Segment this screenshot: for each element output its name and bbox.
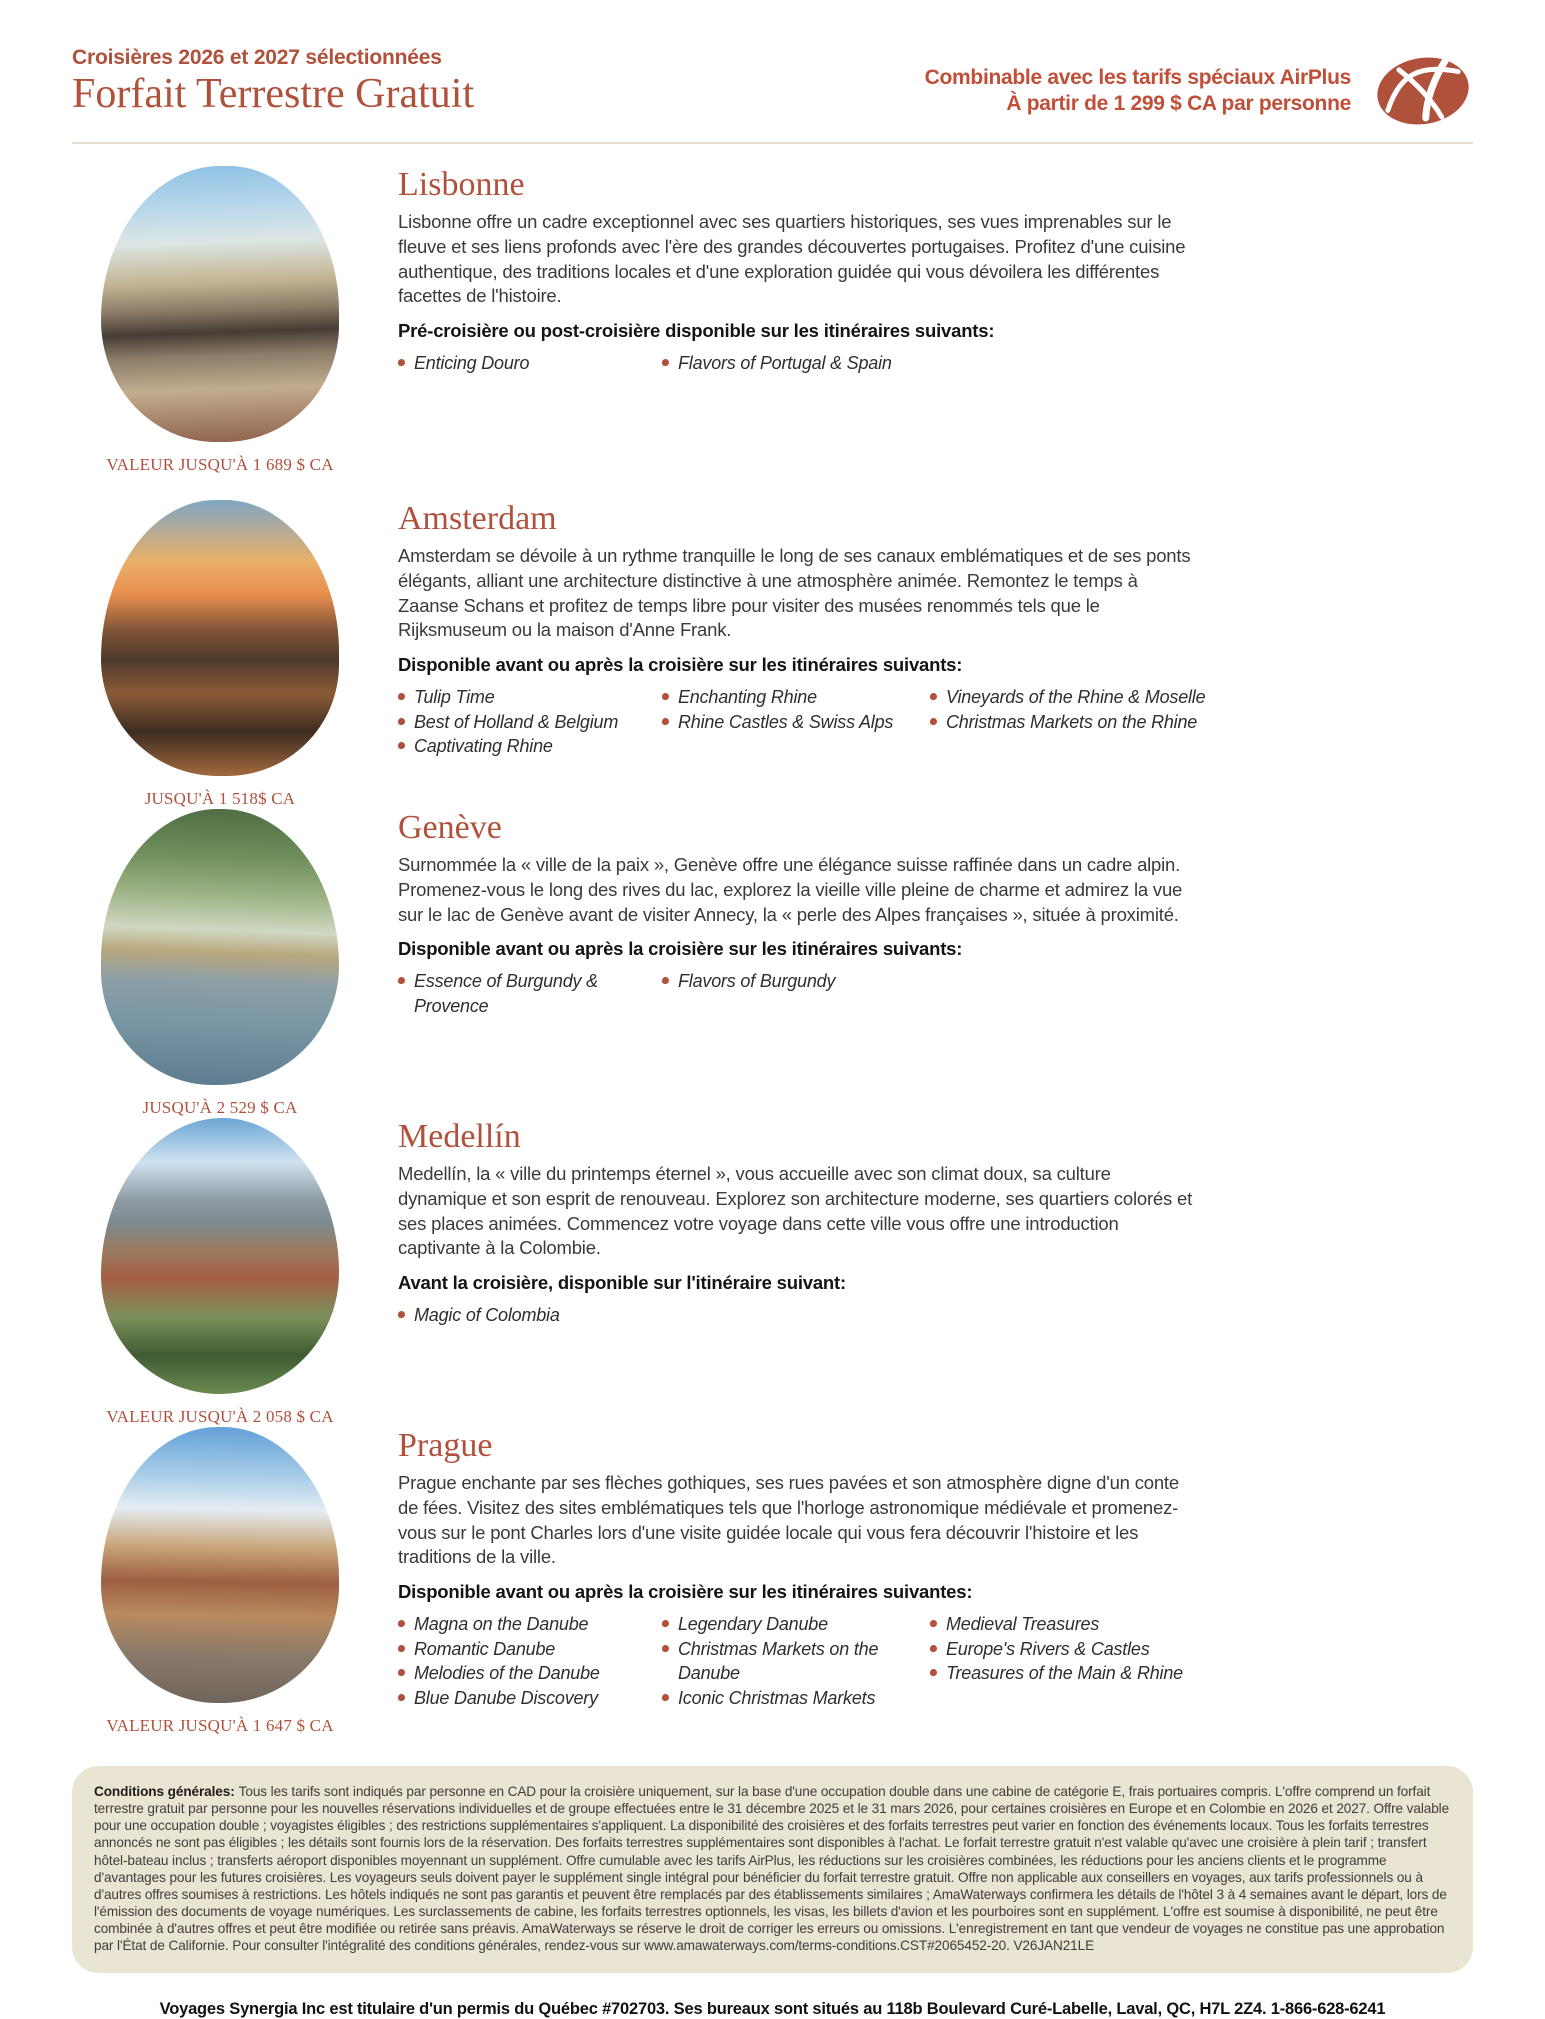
prague-text-column [368, 1427, 1473, 1736]
promo-text [925, 65, 1351, 118]
bullet-icon [398, 977, 405, 984]
medellin-city-mountains-photo [101, 1118, 339, 1394]
lisbonne-photo-column [72, 166, 368, 500]
itinerary-item: Medieval Treasures [930, 1612, 1458, 1637]
header-divider [72, 142, 1473, 144]
amsterdam-text-column [368, 500, 1473, 809]
itinerary-item: Enchanting Rhine [662, 685, 930, 710]
itinerary-item: Captivating Rhine [398, 734, 662, 759]
amsterdam-photo-column [72, 500, 368, 809]
itinerary-item: Legendary Danube [662, 1612, 930, 1637]
itinerary-item: Flavors of Portugal & Spain [662, 351, 930, 376]
amsterdam-title: Amsterdam [398, 500, 557, 537]
section-amsterdam [72, 500, 1473, 809]
itinerary-item: Iconic Christmas Markets [662, 1686, 930, 1711]
itinerary-item: Treasures of the Main & Rhine [930, 1661, 1458, 1686]
prague-value-caption: VALEUR JUSQU'À 1 647 $ CA [106, 1716, 334, 1735]
itinerary-item: Magna on the Danube [398, 1612, 662, 1637]
bullet-icon [930, 718, 937, 725]
amsterdam-canal-sunset-photo [101, 500, 339, 776]
medellin-itineraries [398, 1303, 1458, 1328]
itinerary-item: Rhine Castles & Swiss Alps [662, 710, 930, 735]
itinerary-item: Tulip Time [398, 685, 662, 710]
itinerary-item: Romantic Danube [398, 1637, 662, 1662]
amsterdam-itineraries [398, 685, 1458, 759]
bullet-icon [662, 1645, 669, 1652]
medellin-paragraph: Medellín, la « ville du printemps éternel », vous accueille avec son climat doux, sa culture dynamique et son esprit de renouveau. Explorez son architecture moderne, ses quartiers colorés et ses places animées. Commencez votre voyage dans cette ville vous offre une introduction captivante à la Colombie. [398, 1163, 1193, 1259]
bullet-icon [398, 359, 405, 366]
section-geneve [72, 809, 1473, 1118]
lisbonne-title: Lisbonne [398, 166, 525, 203]
section-lisbonne [72, 166, 1473, 500]
lisbonne-itineraries [398, 351, 1458, 376]
conditions-label: Conditions générales: [94, 1784, 235, 1799]
itinerary-item: Best of Holland & Belgium [398, 710, 662, 735]
medellin-title: Medellín [398, 1118, 521, 1155]
bullet-icon [662, 1620, 669, 1627]
bullet-icon [398, 742, 405, 749]
bullet-icon [930, 1620, 937, 1627]
itinerary-item: Europe's Rivers & Castles [930, 1637, 1458, 1662]
medellin-photo-column [72, 1118, 368, 1427]
bullet-icon [398, 1620, 405, 1627]
header-kicker: Croisières 2026 et 2027 sélectionnées [72, 46, 442, 69]
page-title: Forfait Terrestre Gratuit [72, 71, 475, 117]
bullet-icon [662, 693, 669, 700]
itinerary-item: Christmas Markets on the Rhine [930, 710, 1458, 735]
prague-photo-column [72, 1427, 368, 1736]
geneve-text-column [368, 809, 1473, 1118]
amsterdam-availability: Disponible avant ou après la croisière sur les itinéraires suivants: [398, 653, 963, 675]
lisbonne-paragraph: Lisbonne offre un cadre exceptionnel avec ses quartiers historiques, ses vues imprenables sur le fleuve et ses liens profonds avec l'ère des grandes découvertes portugaises. Profitez d'une cuisine authentique, des traditions locales et d'une exploration guidée qui vous dévoilera les différentes facettes de l'histoire. [398, 211, 1186, 307]
prague-old-town-photo [101, 1427, 339, 1703]
geneve-chillon-lake-photo [101, 809, 339, 1085]
itinerary-item: Christmas Markets on the Danube [662, 1637, 930, 1687]
conditions-text [94, 1783, 1451, 1954]
geneve-itineraries [398, 969, 1458, 1019]
geneve-title: Genève [398, 809, 502, 846]
bullet-icon [662, 977, 669, 984]
medellin-text-column [368, 1118, 1473, 1427]
section-prague [72, 1427, 1473, 1736]
lisbonne-text-column [368, 166, 1473, 500]
amawaterways-logo-icon [1373, 52, 1473, 130]
prague-paragraph: Prague enchante par ses flèches gothiques, ses rues pavées et son atmosphère digne d'un conte de fées. Visitez des sites emblématiques tels que l'horloge astronomique médiévale et promenez-vous sur le pont Charles lors d'une visite guidée locale qui vous fera découvrir l'histoire et les traditions de la ville. [398, 1472, 1179, 1568]
lisbonne-value-caption: VALEUR JUSQU'À 1 689 $ CA [106, 455, 334, 474]
prague-title: Prague [398, 1427, 493, 1464]
itinerary-item: Melodies of the Danube [398, 1661, 662, 1686]
bullet-icon [662, 359, 669, 366]
prague-availability: Disponible avant ou après la croisière sur les itinéraires suivantes: [398, 1580, 973, 1602]
itinerary-item: Enticing Douro [398, 351, 662, 376]
footer-license-line: Voyages Synergia Inc est titulaire d'un permis du Québec #702703. Ses bureaux sont situés au 118b Boulevard Curé-Labelle, Laval, QC, H7L 2Z4. 1-866-628-6241 [159, 2000, 1386, 2019]
geneve-availability: Disponible avant ou après la croisière sur les itinéraires suivants: [398, 938, 963, 960]
geneve-value-caption: JUSQU'À 2 529 $ CA [142, 1098, 298, 1117]
header-left [72, 46, 474, 116]
amsterdam-value-caption: JUSQU'À 1 518$ CA [144, 789, 296, 808]
conditions-box [72, 1766, 1473, 1973]
header [72, 46, 1473, 130]
bullet-icon [398, 1694, 405, 1701]
section-medellin [72, 1118, 1473, 1427]
lisbonne-availability: Pré-croisière ou post-croisière disponible sur les itinéraires suivants: [398, 319, 995, 341]
header-right [925, 52, 1473, 130]
bullet-icon [930, 1645, 937, 1652]
bullet-icon [398, 1645, 405, 1652]
itinerary-item: Essence of Burgundy & Provence [398, 969, 662, 1019]
amsterdam-paragraph: Amsterdam se dévoile à un rythme tranquille le long de ses canaux emblématiques et de ses ponts élégants, alliant une architecture distinctive à une atmosphère animée. Remontez le temps à Zaanse Schans et profitez de temps libre pour visiter des musées renommés tels que le Rijksmuseum ou la maison d'Anne Frank. [398, 545, 1191, 641]
medellin-availability: Avant la croisière, disponible sur l'itinéraire suivant: [398, 1271, 846, 1293]
conditions-body: Tous les tarifs sont indiqués par personne en CAD pour la croisière uniquement, sur la base d'une occupation double dans une cabine de catégorie E, frais portuaires compris. L'offre comprend un forfait terrestre gratuit par personne pour les nouvelles réservations individuelles et de groupe effectuées entre le 31 décembre 2025 et le 31 mars 2026, pour certaines croisières en Europe et en Colombie en 2026 et 2027. Offre valable pour une occupation double ; voyagistes éligibles ; des restrictions supplémentaires s'appliquent. La disponibilité des croisières et des forfaits terrestres peut varier en fonction des événements locaux. Tous les forfaits terrestres annoncés ne sont pas éligibles ; les détails sont fournis lors de la réservation. Des forfaits terrestres supplémentaires sont disponibles à l'achat. Le forfait terrestre gratuit n'est valable qu'avec une croisière à plein tarif ; transfert hôtel-bateau inclus ; transferts aéroport disponibles moyennant un supplément. Offre cumulable avec les tarifs AirPlus, les réductions sur les croisières combinées, les réductions pour les anciens clients et le programme d'avantages pour les futures croisières. Les voyageurs seuls doivent payer le supplément single intégral pour bénéficier du forfait terrestre gratuit. Offre non applicable aux conseillers en voyages, aux tarifs professionnels ou à d'autres offres soumises à restrictions. Les hôtels indiqués ne sont pas garantis et peuvent être remplacés par des établissements similaires ; AmaWaterways confirmera les détails de l'hôtel 3 à 4 semaines avant le départ, lors de l'émission des documents de voyage numériques. Les surclassements de cabine, les forfaits terrestres optionnels, les visas, les billets d'avion et les pourboires sont en supplément. L'offre est soumise à disponibilité, ne peut être combinée à d'autres offres et peut être modifiée ou retirée sans préavis. AmaWaterways se réserve le droit de corriger les erreurs ou omissions. L'enregistrement en tant que vendeur de voyages ne constitue pas une approbation par l'État de Californie. Pour consulter l'intégralité des conditions générales, rendez-vous sur www.amawaterways.com/terms-conditions.CST#2065452-20. V26JAN21LE [94, 1784, 1450, 1954]
bullet-icon [662, 718, 669, 725]
itinerary-item: Magic of Colombia [398, 1303, 662, 1328]
prague-itineraries [398, 1612, 1458, 1711]
bullet-icon [398, 718, 405, 725]
geneve-photo-column [72, 809, 368, 1118]
bullet-icon [662, 1694, 669, 1701]
bullet-icon [398, 693, 405, 700]
geneve-paragraph: Surnommée la « ville de la paix », Genève offre une élégance suisse raffinée dans un cadre alpin. Promenez-vous le long des rives du lac, explorez la vieille ville pleine de charme et admirez la vue sur le lac de Genève avant de visiter Annecy, la « perle des Alpes françaises », située à proximité. [398, 854, 1183, 925]
promo-line-2: À partir de 1 299 $ CA par personne [1006, 92, 1351, 115]
bullet-icon [930, 1669, 937, 1676]
itinerary-item: Vineyards of the Rhine & Moselle [930, 685, 1458, 710]
lisbonne-belem-tower-photo [101, 166, 339, 442]
promo-line-1: Combinable avec les tarifs spéciaux AirPlus [924, 65, 1351, 89]
itinerary-item: Flavors of Burgundy [662, 969, 930, 994]
medellin-value-caption: VALEUR JUSQU'À 2 058 $ CA [106, 1407, 334, 1426]
bullet-icon [398, 1669, 405, 1676]
itinerary-item: Blue Danube Discovery [398, 1686, 662, 1711]
bullet-icon [398, 1311, 405, 1318]
bullet-icon [930, 693, 937, 700]
